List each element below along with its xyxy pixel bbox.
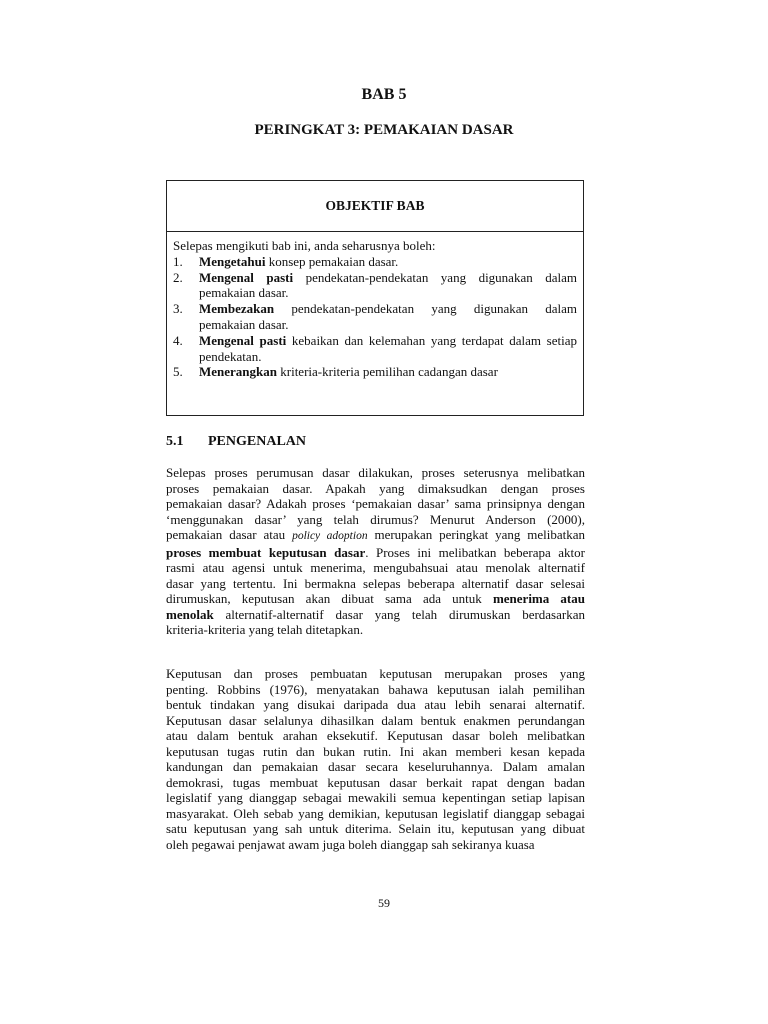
text-segment: keputusan tugas rutin dan bukan rutin. Ini akan memberi kesan kepada <box>166 743 585 759</box>
item-keyword: Mengenal pasti <box>199 269 294 285</box>
item-description: kebaikan dan kelemahan yang terdapat dalam setiap pendekatan. <box>199 332 577 364</box>
text-line <box>166 527 585 545</box>
bold-text: proses membuat keputusan dasar <box>166 544 366 560</box>
objectives-box <box>166 180 584 416</box>
item-number: 4. <box>173 332 183 348</box>
item-keyword: Mengetahui <box>199 253 266 269</box>
item-text <box>199 254 577 270</box>
objectives-title: OBJEKTIF BAB <box>167 181 583 232</box>
item-text <box>199 364 577 380</box>
item-description: pendekatan-pendekatan yang digunakan dalam pemakaian dasar. <box>199 269 577 301</box>
text-line <box>166 496 585 512</box>
objective-item <box>173 301 577 333</box>
text-line <box>166 666 585 682</box>
text-line <box>166 481 585 497</box>
text-segment: dirumuskan, keputusan akan dibuat sama ada untuk <box>166 591 493 606</box>
chapter-subtitle: PERINGKAT 3: PEMAKAIAN DASAR <box>254 122 514 138</box>
item-description: pendekatan-pendekatan yang digunakan dalam pemakaian dasar. <box>199 301 577 332</box>
text-line <box>166 744 585 760</box>
text-line <box>166 545 585 561</box>
item-number: 1. <box>173 253 183 269</box>
text-line <box>166 576 585 592</box>
text-segment: atau dalam bentuk arahan eksekutif. Keputusan dasar boleh melibatkan <box>166 728 585 743</box>
paragraph <box>166 666 585 852</box>
text-segment: merupakan peringkat yang melibatkan <box>367 527 586 542</box>
text-line <box>166 821 585 837</box>
bold-text: menerima atau <box>492 591 585 606</box>
text-segment: pemakaian dasar? Adakah proses ‘pemakaian dasar’ sama prinsipnya dengan <box>166 496 585 511</box>
text-line <box>166 806 585 822</box>
text-segment: Selepas proses perumusan dasar dilakukan, proses seterusnya melibatkan <box>166 465 585 480</box>
text-line <box>166 697 585 713</box>
text-segment: pemakaian dasar atau <box>166 527 293 542</box>
text-segment: dasar yang tertentu. Ini bermakna selepas beberapa alternatif dasar selesai <box>166 575 585 591</box>
text-segment: penting. Robbins (1976), menyatakan bahawa keputusan ialah pemilihan <box>166 681 585 697</box>
text-segment: ‘menggunakan dasar’ yang telah dirumus? Menurut Anderson (2000), <box>166 511 585 527</box>
item-description: konsep pemakaian dasar. <box>265 253 399 269</box>
text-line <box>166 560 585 576</box>
text-segment: rasmi atau agensi untuk menerima, mengubahsuai atau menolak alternatif <box>166 560 585 575</box>
objective-item <box>173 333 577 365</box>
objective-item <box>173 364 577 380</box>
text-line <box>166 775 585 791</box>
italic-text: policy adoption <box>292 530 368 542</box>
text-line <box>166 607 585 623</box>
text-segment: alternatif-alternatif dasar yang telah dirumuskan berdasarkan <box>213 606 585 622</box>
chapter-title: BAB 5 <box>361 86 407 103</box>
item-number: 2. <box>173 269 183 285</box>
section-number: 5.1 <box>166 434 184 449</box>
item-keyword: Mengenal pasti <box>199 332 287 348</box>
text-line <box>166 465 585 481</box>
item-keyword: Menerangkan <box>199 364 277 380</box>
text-segment: masyarakat. Oleh sebab yang demikian, keputusan legislatif dianggap sebagai <box>166 805 585 821</box>
text-segment: satu keputusan yang sah untuk diterima. Selain itu, keputusan yang dibuat <box>166 821 585 836</box>
item-number: 3. <box>173 301 183 317</box>
bold-text: menolak <box>166 606 214 622</box>
paragraph <box>166 465 585 638</box>
text-segment: demokrasi, tugas membuat keputusan dasar berkait rapat dengan badan <box>166 774 585 790</box>
item-number: 5. <box>173 364 183 380</box>
text-line <box>166 728 585 744</box>
section-heading <box>166 434 307 450</box>
text-segment: bentuk tindakan yang disukai daripada dua atau lebih senarai alternatif. <box>166 697 585 712</box>
text-line <box>166 713 585 729</box>
objective-item <box>173 270 577 302</box>
text-line <box>166 622 585 638</box>
text-segment: legislatif yang dianggap sebagai mewakili semua kepentingan setiap lapisan <box>166 790 585 805</box>
text-line <box>166 591 585 607</box>
text-segment: . Proses ini melibatkan beberapa aktor <box>365 544 585 560</box>
text-segment: Keputusan dan proses pembuatan keputusan merupakan proses yang <box>166 666 585 681</box>
text-segment: oleh pegawai penjawat awam juga boleh dianggap sah sekiranya kuasa <box>166 836 535 852</box>
text-line <box>166 512 585 528</box>
objectives-intro: Selepas mengikuti bab ini, anda seharusnya boleh: <box>173 238 436 253</box>
text-line <box>166 790 585 806</box>
item-text <box>199 270 577 302</box>
text-segment: Keputusan dasar selalunya dihasilkan dalam bentuk enakmen perundangan <box>166 712 585 728</box>
item-text <box>199 301 577 333</box>
text-line <box>166 682 585 698</box>
item-text <box>199 333 577 365</box>
text-segment: kriteria-kriteria yang telah ditetapkan. <box>166 622 364 637</box>
page-number: 59 <box>378 896 390 910</box>
objective-item <box>173 254 577 270</box>
text-line <box>166 759 585 775</box>
section-title: PENGENALAN <box>208 434 307 449</box>
text-segment: proses pemakaian dasar. Apakah yang dimaksudkan dengan proses <box>166 480 585 496</box>
text-segment: kandungan dan pemakaian dasar secara keseluruhannya. Dalam amalan <box>166 759 585 774</box>
item-keyword: Membezakan <box>199 301 275 317</box>
text-line <box>166 837 585 853</box>
item-description: kriteria-kriteria pemilihan cadangan dasar <box>277 364 498 380</box>
